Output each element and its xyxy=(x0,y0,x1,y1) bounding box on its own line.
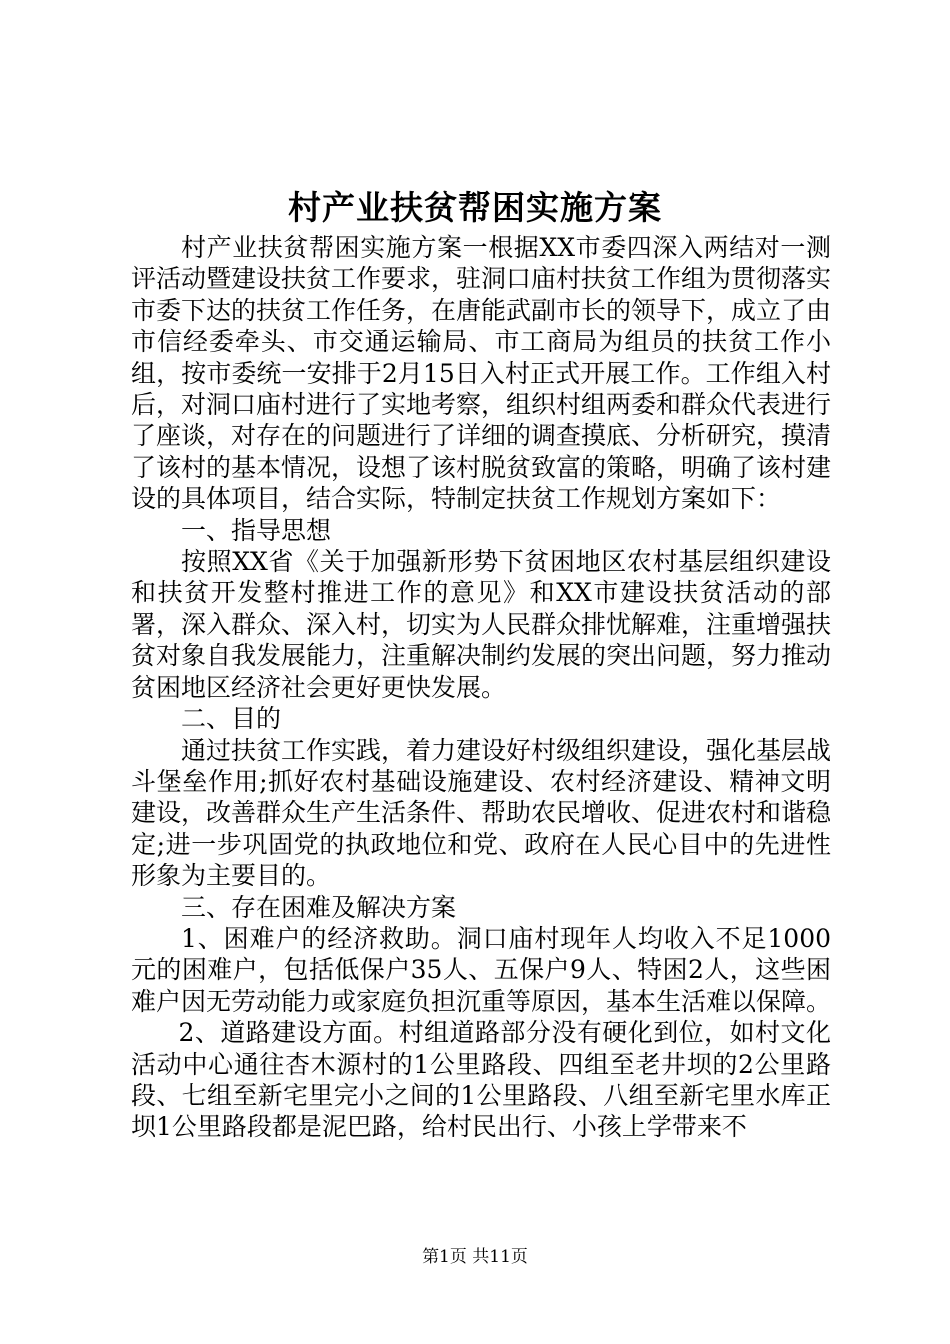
page-footer: 第1页 共11页 xyxy=(422,1247,528,1267)
guiding-thought-paragraph: 按照XX省《关于加强新形势下贫困地区农村基层组织建设和扶贫开发整村推进工作的意见》和XX市建设扶贫活动的部署，深入群众、深入村，切实为人民群众排忧解难，注重增强扶贫对象自我发展能力，注重解决制约发展的突出问题，努力推动贫困地区经济社会更好更快发展。 xyxy=(131,547,832,702)
document-title: 村产业扶贫帮困实施方案 xyxy=(288,188,662,227)
difficulty-item-1: 1、困难户的经济救助。洞口庙村现年人均收入不足1000元的困难户，包括低保户35人、五保户9人、特困2人，这些困难户因无劳动能力或家庭负担沉重等原因，基本生活难以保障。 xyxy=(131,923,832,1016)
document-body xyxy=(131,232,831,1143)
intro-paragraph: 村产业扶贫帮困实施方案一根据XX市委四深入两结对一测评活动暨建设扶贫工作要求，驻洞口庙村扶贫工作组为贯彻落实市委下达的扶贫工作任务，在唐能武副市长的领导下，成立了由市信经委牵头、市交通运输局、市工商局为组员的扶贫工作小组，按市委统一安排于2月15日入村正式开展工作。工作组入村后，对洞口庙村进行了实地考察，组织村组两委和群众代表进行了座谈，对存在的问题进行了详细的调查摸底、分析研究，摸清了该村的基本情况，设想了该村脱贫致富的策略，明确了该村建设的具体项目，结合实际，特制定扶贫工作规划方案如下： xyxy=(131,233,832,514)
section-heading-guiding-thought: 一、指导思想 xyxy=(181,515,332,545)
section-heading-difficulties: 三、存在困难及解决方案 xyxy=(181,892,457,922)
difficulty-item-2: 2、道路建设方面。村组道路部分没有硬化到位，如村文化活动中心通往杏木源村的1公里路段、四组至老井坝的2公里路段、七组至新宅里完小之间的1公里路段、八组至新宅里水库正坝1公里路段都是泥巴路，给村民出行、小孩上学带来不 xyxy=(131,1018,831,1142)
section-heading-purpose: 二、目的 xyxy=(181,704,282,734)
purpose-paragraph: 通过扶贫工作实践，着力建设好村级组织建设，强化基层战斗堡垒作用;抓好农村基础设施建设、农村经济建设、精神文明建设，改善群众生产生活条件、帮助农民增收、促进农村和谐稳定;进一步巩固党的执政地位和党、政府在人民心目中的先进性形象为主要目的。 xyxy=(131,735,832,891)
